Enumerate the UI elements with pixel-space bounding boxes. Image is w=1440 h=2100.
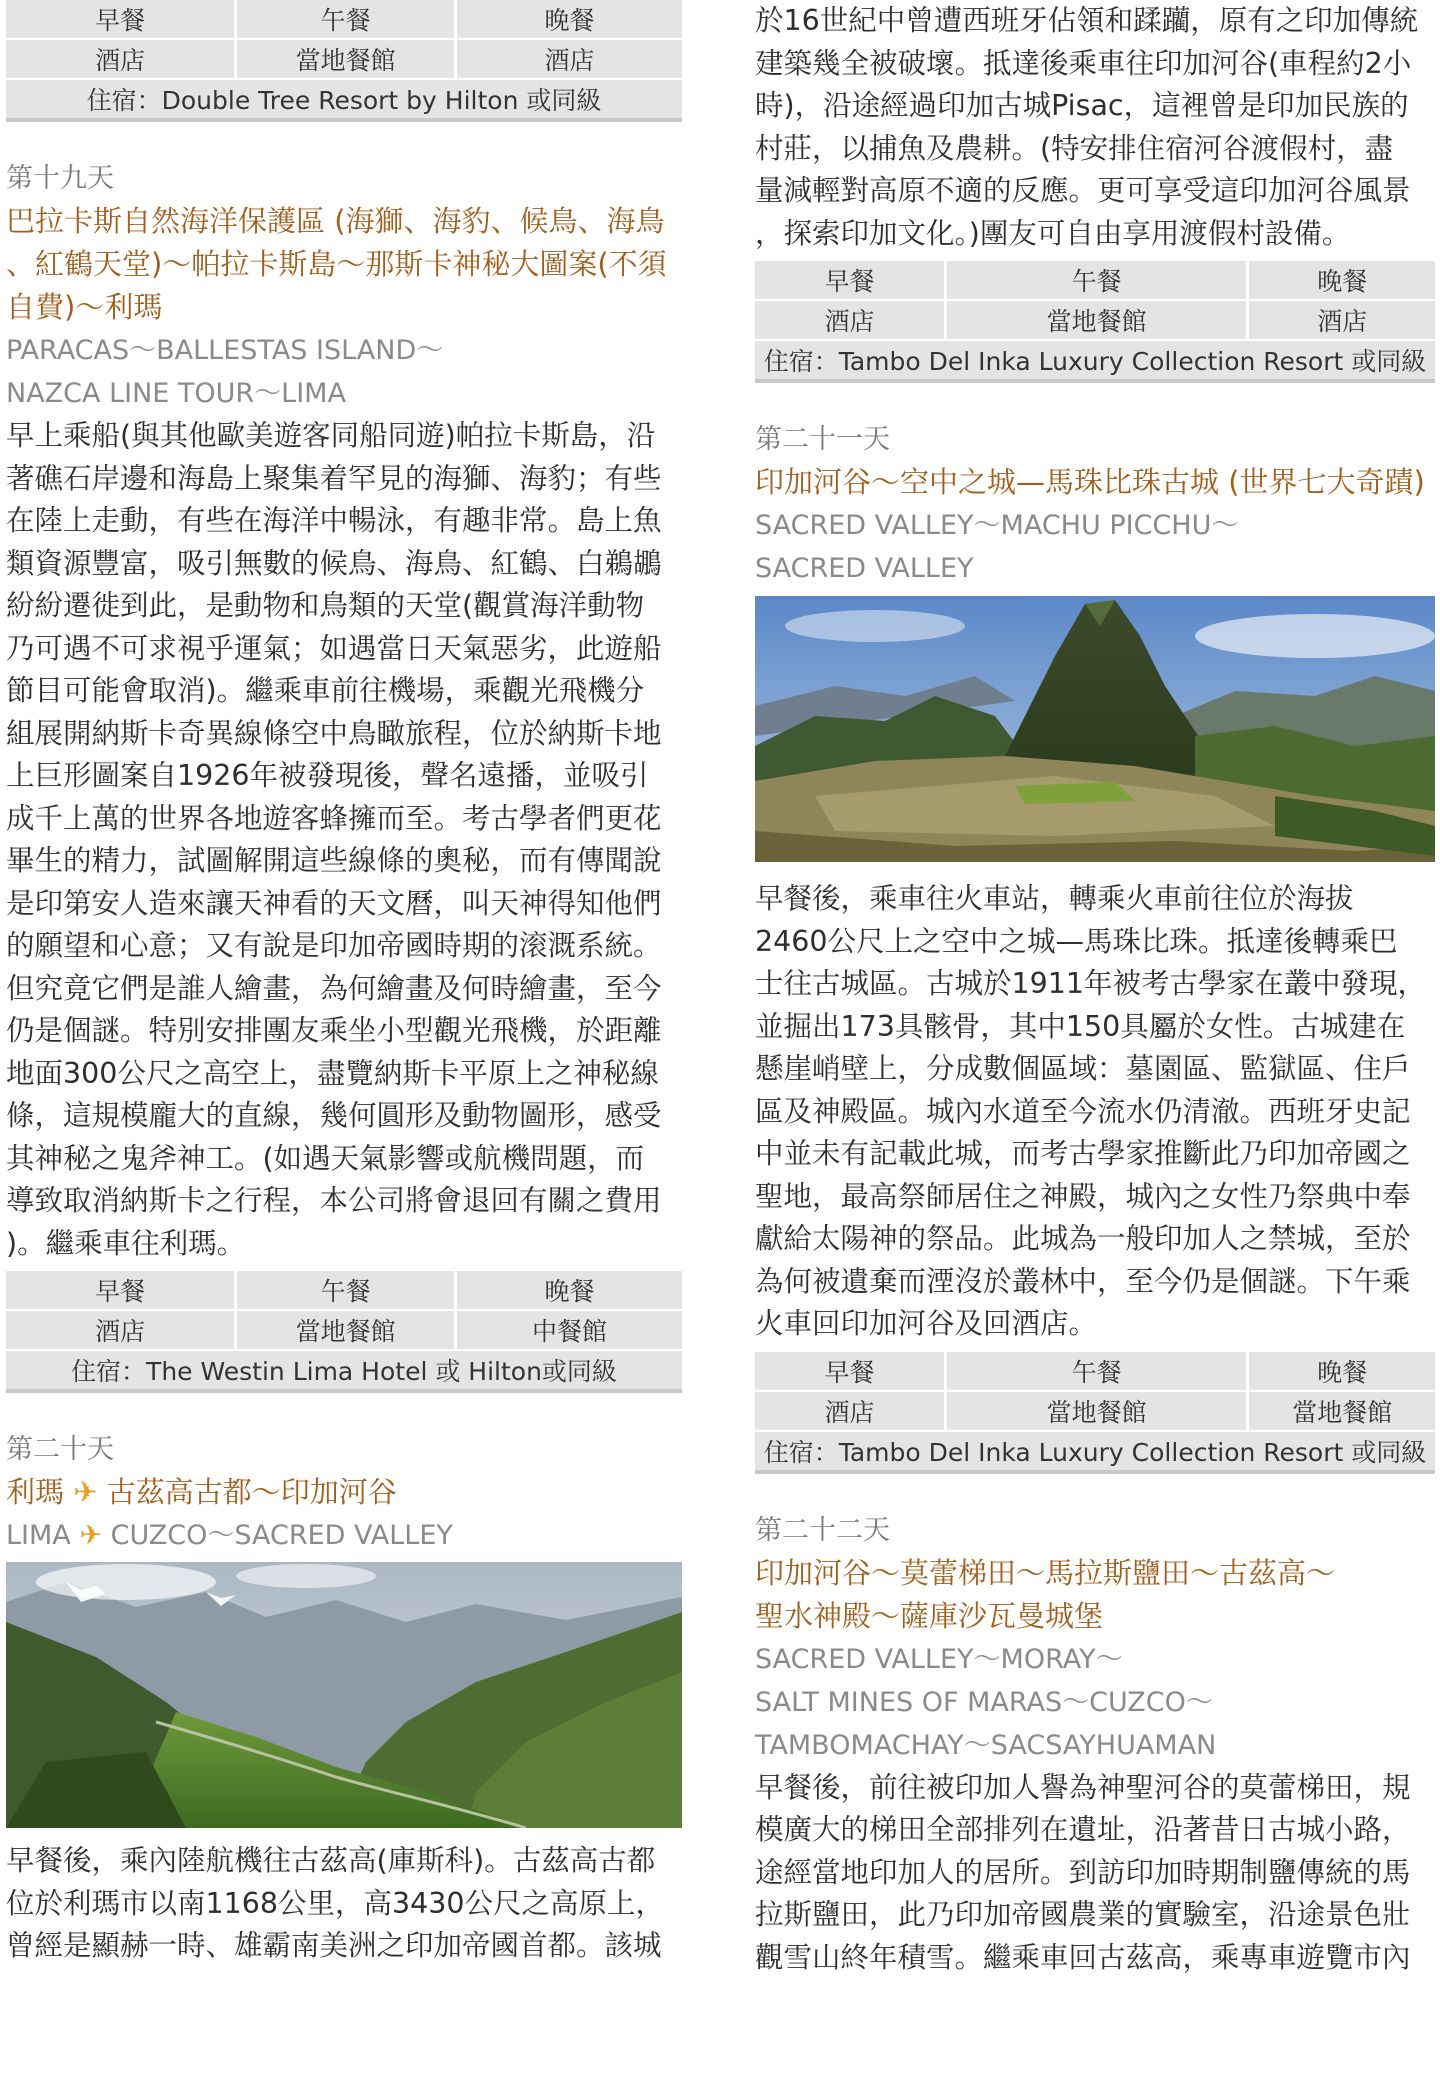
text-line: 曾經是顯赫一時、雄霸南美洲之印加帝國首都。該城 [6, 1929, 662, 1962]
accommodation: 住宿：The Westin Lima Hotel 或 Hilton或同級 [71, 1357, 617, 1386]
text-line: 是印第安人造來讓天神看的天文曆，叫天神得知他們 [6, 886, 662, 920]
text-line: 導致取消納斯卡之行程，本公司將會退回有關之費用 [6, 1184, 662, 1217]
text-line: )。繼乘車往利瑪。 [6, 1226, 246, 1260]
meal-breakfast: 酒店 [755, 1391, 945, 1431]
text-line: 早餐後，乘車往火車站，轉乘火車前往位於海拔 [755, 882, 1354, 915]
meal-header-breakfast: 早餐 [6, 1271, 236, 1310]
text-line: 時)，沿途經過印加古城Pisac，這裡曾是印加民族的 [755, 89, 1409, 122]
day-description [755, 1767, 1435, 1980]
text-line: 條，這規模龐大的直線，幾何圓形及動物圖形，感受 [6, 1099, 662, 1132]
accommodation: 住宿：Double Tree Resort by Hilton 或同級 [86, 86, 602, 115]
text-line: 上巨形圖案自1926年被發現後，聲名遠播，並吸引 [6, 759, 649, 792]
day19-section [6, 158, 682, 1393]
meal-header-breakfast: 早餐 [755, 261, 945, 300]
meal-breakfast: 酒店 [6, 39, 236, 79]
text-line: 早上乘船(與其他歐美遊客同船同遊)帕拉卡斯島，沿 [6, 419, 656, 452]
text-line: 仍是個謎。特別安排團友乘坐小型觀光飛機，於距離 [6, 1014, 662, 1047]
airplane-icon: ✈ [73, 1475, 98, 1509]
text-line: 乃可遇不可求視乎運氣；如遇當日天氣惡劣，此遊船 [6, 631, 662, 665]
day-title-line: 巴拉卡斯自然海洋保護區 (海獅、海豹、候鳥、海鳥 [6, 204, 665, 238]
day-english-route: SACRED VALLEY～MORAY～ [755, 1643, 1123, 1675]
meal-header-breakfast: 早餐 [6, 0, 236, 39]
day20-meal-table [755, 261, 1435, 383]
meal-header-lunch: 午餐 [236, 0, 456, 39]
day-title [6, 1471, 682, 1514]
text-line: 紛紛遷徙到此，是動物和鳥類的天堂(觀賞海洋動物 [6, 589, 645, 622]
day-english-route: SACRED VALLEY [755, 553, 974, 584]
text-line: 組展開納斯卡奇異線條空中鳥瞰旅程，位於納斯卡地 [6, 716, 662, 750]
accommodation: 住宿：Tambo Del Inka Luxury Collection Resort 或同級 [763, 1437, 1427, 1467]
meal-lunch: 當地餐館 [236, 1310, 456, 1350]
text-line: ，探索印加文化。)團友可自由享用渡假村設備。 [755, 216, 1351, 250]
text-line: 懸崖峭壁上，分成數個區域：墓園區、監獄區、住戶 [755, 1052, 1411, 1085]
meal-lunch: 當地餐館 [945, 300, 1248, 340]
meal-dinner: 酒店 [456, 39, 682, 79]
text-line: 畢生的精力，試圖解開這些線條的奧秘，而有傳聞說 [6, 844, 662, 877]
route-origin: LIMA [6, 1520, 71, 1551]
text-line: 區及神殿區。城內水道至今流水仍清澈。西班牙史記 [755, 1094, 1411, 1128]
meal-dinner: 中餐館 [456, 1310, 682, 1350]
day-description-start [6, 1840, 682, 1968]
text-line: 早餐後，乘內陸航機往古茲高(庫斯科)。古茲高古都 [6, 1844, 656, 1877]
day-title-line: 自費)～利瑪 [6, 290, 163, 324]
text-line: 節目可能會取消)。繼乘車前往機場，乘觀光飛機分 [6, 674, 645, 707]
day-label: 第二十一天 [755, 424, 890, 455]
left-column [6, 0, 682, 1968]
text-line: 建築幾全被破壞。抵達後乘車往印加河谷(車程約2小 [755, 46, 1412, 80]
day-english-route: SACRED VALLEY～MACHU PICCHU～ [755, 510, 1239, 541]
text-line: 為何被遺棄而湮沒於叢林中，至今仍是個謎。下午乘 [755, 1264, 1411, 1298]
text-line: 模廣大的梯田全部排列在遺址，沿著昔日古城小路， [755, 1813, 1411, 1846]
text-line: 村莊，以捕魚及農耕。(特安排住宿河谷渡假村，盡 [755, 131, 1394, 165]
text-line: 2460公尺上之空中之城—馬珠比珠。抵達後轉乘巴 [755, 924, 1398, 958]
sacred-valley-image [6, 1562, 682, 1828]
machu-picchu-image [755, 596, 1435, 862]
day-title-destination: 古茲高古都～印加河谷 [106, 1475, 397, 1509]
sacred-valley-photo [6, 1562, 682, 1828]
text-line: 聖地，最高祭師居住之神殿，城內之女性乃祭典中奉 [755, 1179, 1411, 1213]
text-line: 並掘出173具骸骨，其中150具屬於女性。古城建在 [755, 1009, 1406, 1043]
machu-picchu-photo [755, 596, 1435, 862]
meal-lunch: 當地餐館 [236, 39, 456, 79]
day-english-route [6, 1514, 682, 1557]
day21-section [755, 419, 1435, 1474]
text-line: 火車回印加河谷及回酒店。 [755, 1307, 1098, 1340]
meal-header-lunch: 午餐 [945, 261, 1248, 300]
text-line: 獻給太陽神的祭品。此城為一般印加人之禁城，至於 [755, 1222, 1411, 1255]
text-line: 著礁石岸邊和海島上聚集着罕見的海獅、海豹；有些 [6, 461, 662, 495]
day-title-origin: 利瑪 [6, 1475, 65, 1509]
day-title: 印加河谷～空中之城—馬珠比珠古城 (世界七大奇蹟) [755, 465, 1425, 499]
day-description [755, 878, 1435, 1346]
text-line: 地面300公尺之高空上，盡覽納斯卡平原上之神秘線 [6, 1056, 659, 1090]
day-title-line: 印加河谷～莫蕾梯田～馬拉斯鹽田～古茲高～ [755, 1555, 1336, 1590]
text-line: 但究竟它們是誰人繪畫，為何繪畫及何時繪畫，至今 [6, 971, 662, 1005]
text-line: 觀雪山終年積雪。繼乘車回古茲高，乘專車遊覽市內 [755, 1940, 1411, 1974]
text-line: 途經當地印加人的居所。到訪印加時期制鹽傳統的馬 [755, 1855, 1411, 1889]
airplane-icon: ✈ [79, 1520, 102, 1551]
accommodation: 住宿：Tambo Del Inka Luxury Collection Resort 或同級 [763, 347, 1427, 376]
text-line: 在陸上走動，有些在海洋中暢泳，有趣非常。島上魚 [6, 504, 662, 537]
day-english-route: PARACAS～BALLESTAS ISLAND～ [6, 335, 444, 366]
meal-header-dinner: 晚餐 [1248, 261, 1435, 300]
day-english-route: SALT MINES OF MARAS～CUZCO～ [755, 1686, 1213, 1718]
meal-header-breakfast: 早餐 [755, 1352, 945, 1391]
text-line: 於16世紀中曾遭西班牙佔領和蹂躪，原有之印加傳統 [755, 4, 1419, 37]
day-label: 第二十天 [6, 1434, 114, 1465]
meal-dinner: 酒店 [1248, 300, 1435, 340]
text-line: 的願望和心意；又有說是印加帝國時期的滚溉系統。 [6, 929, 662, 962]
meal-header-dinner: 晚餐 [456, 1271, 682, 1310]
text-line: 士往古城區。古城於1911年被考古學家在叢中發現， [755, 967, 1427, 1000]
text-line: 中並未有記載此城，而考古學家推斷此乃印加帝國之 [755, 1137, 1411, 1170]
text-line: 位於利瑪市以南1168公里，高3430公尺之高原上， [6, 1886, 665, 1920]
meal-header-dinner: 晚餐 [456, 0, 682, 39]
day22-section [755, 1510, 1435, 1980]
text-line: 量減輕對高原不適的反應。更可享受這印加河谷風景 [755, 174, 1411, 207]
text-line: 拉斯鹽田，此乃印加帝國農業的實驗室，沿途景色壯 [755, 1898, 1411, 1931]
meal-lunch: 當地餐館 [945, 1391, 1248, 1431]
meal-header-lunch: 午餐 [945, 1352, 1248, 1391]
route-destination: CUZCO～SACRED VALLEY [110, 1520, 453, 1551]
day-english-route: TAMBOMACHAY～SACSAYHUAMAN [755, 1729, 1217, 1761]
text-line: 其神秘之鬼斧神工。(如遇天氣影響或航機問題，而 [6, 1141, 645, 1175]
day-title-line: 聖水神殿～薩庫沙瓦曼城堡 [755, 1598, 1104, 1633]
day-label: 第二十二天 [755, 1514, 890, 1546]
meal-header-lunch: 午餐 [236, 1271, 456, 1310]
meal-breakfast: 酒店 [6, 1310, 236, 1350]
meal-breakfast: 酒店 [755, 300, 945, 340]
day-description [6, 415, 682, 1265]
meal-dinner: 當地餐館 [1248, 1391, 1435, 1431]
day21-meal-table [755, 1352, 1435, 1474]
meal-header-dinner: 晚餐 [1248, 1352, 1435, 1391]
day-label: 第十九天 [6, 163, 114, 194]
right-column [755, 0, 1435, 1979]
day18-meal-table [6, 0, 682, 122]
text-line: 早餐後，前往被印加人譽為神聖河谷的莫蕾梯田，規 [755, 1770, 1411, 1804]
day20-description-continued [755, 0, 1435, 255]
day19-meal-table [6, 1271, 682, 1393]
day-title-line: 、紅鶴天堂)～帕拉卡斯島～那斯卡神秘大圖案(不須 [6, 247, 667, 281]
text-line: 成千上萬的世界各地遊客蜂擁而至。考古學者們更花 [6, 801, 662, 835]
day20-section [6, 1429, 682, 1968]
text-line: 類資源豐富，吸引無數的候鳥、海鳥、紅鶴、白鵜鶘 [6, 546, 662, 580]
day-english-route: NAZCA LINE TOUR～LIMA [6, 378, 346, 409]
